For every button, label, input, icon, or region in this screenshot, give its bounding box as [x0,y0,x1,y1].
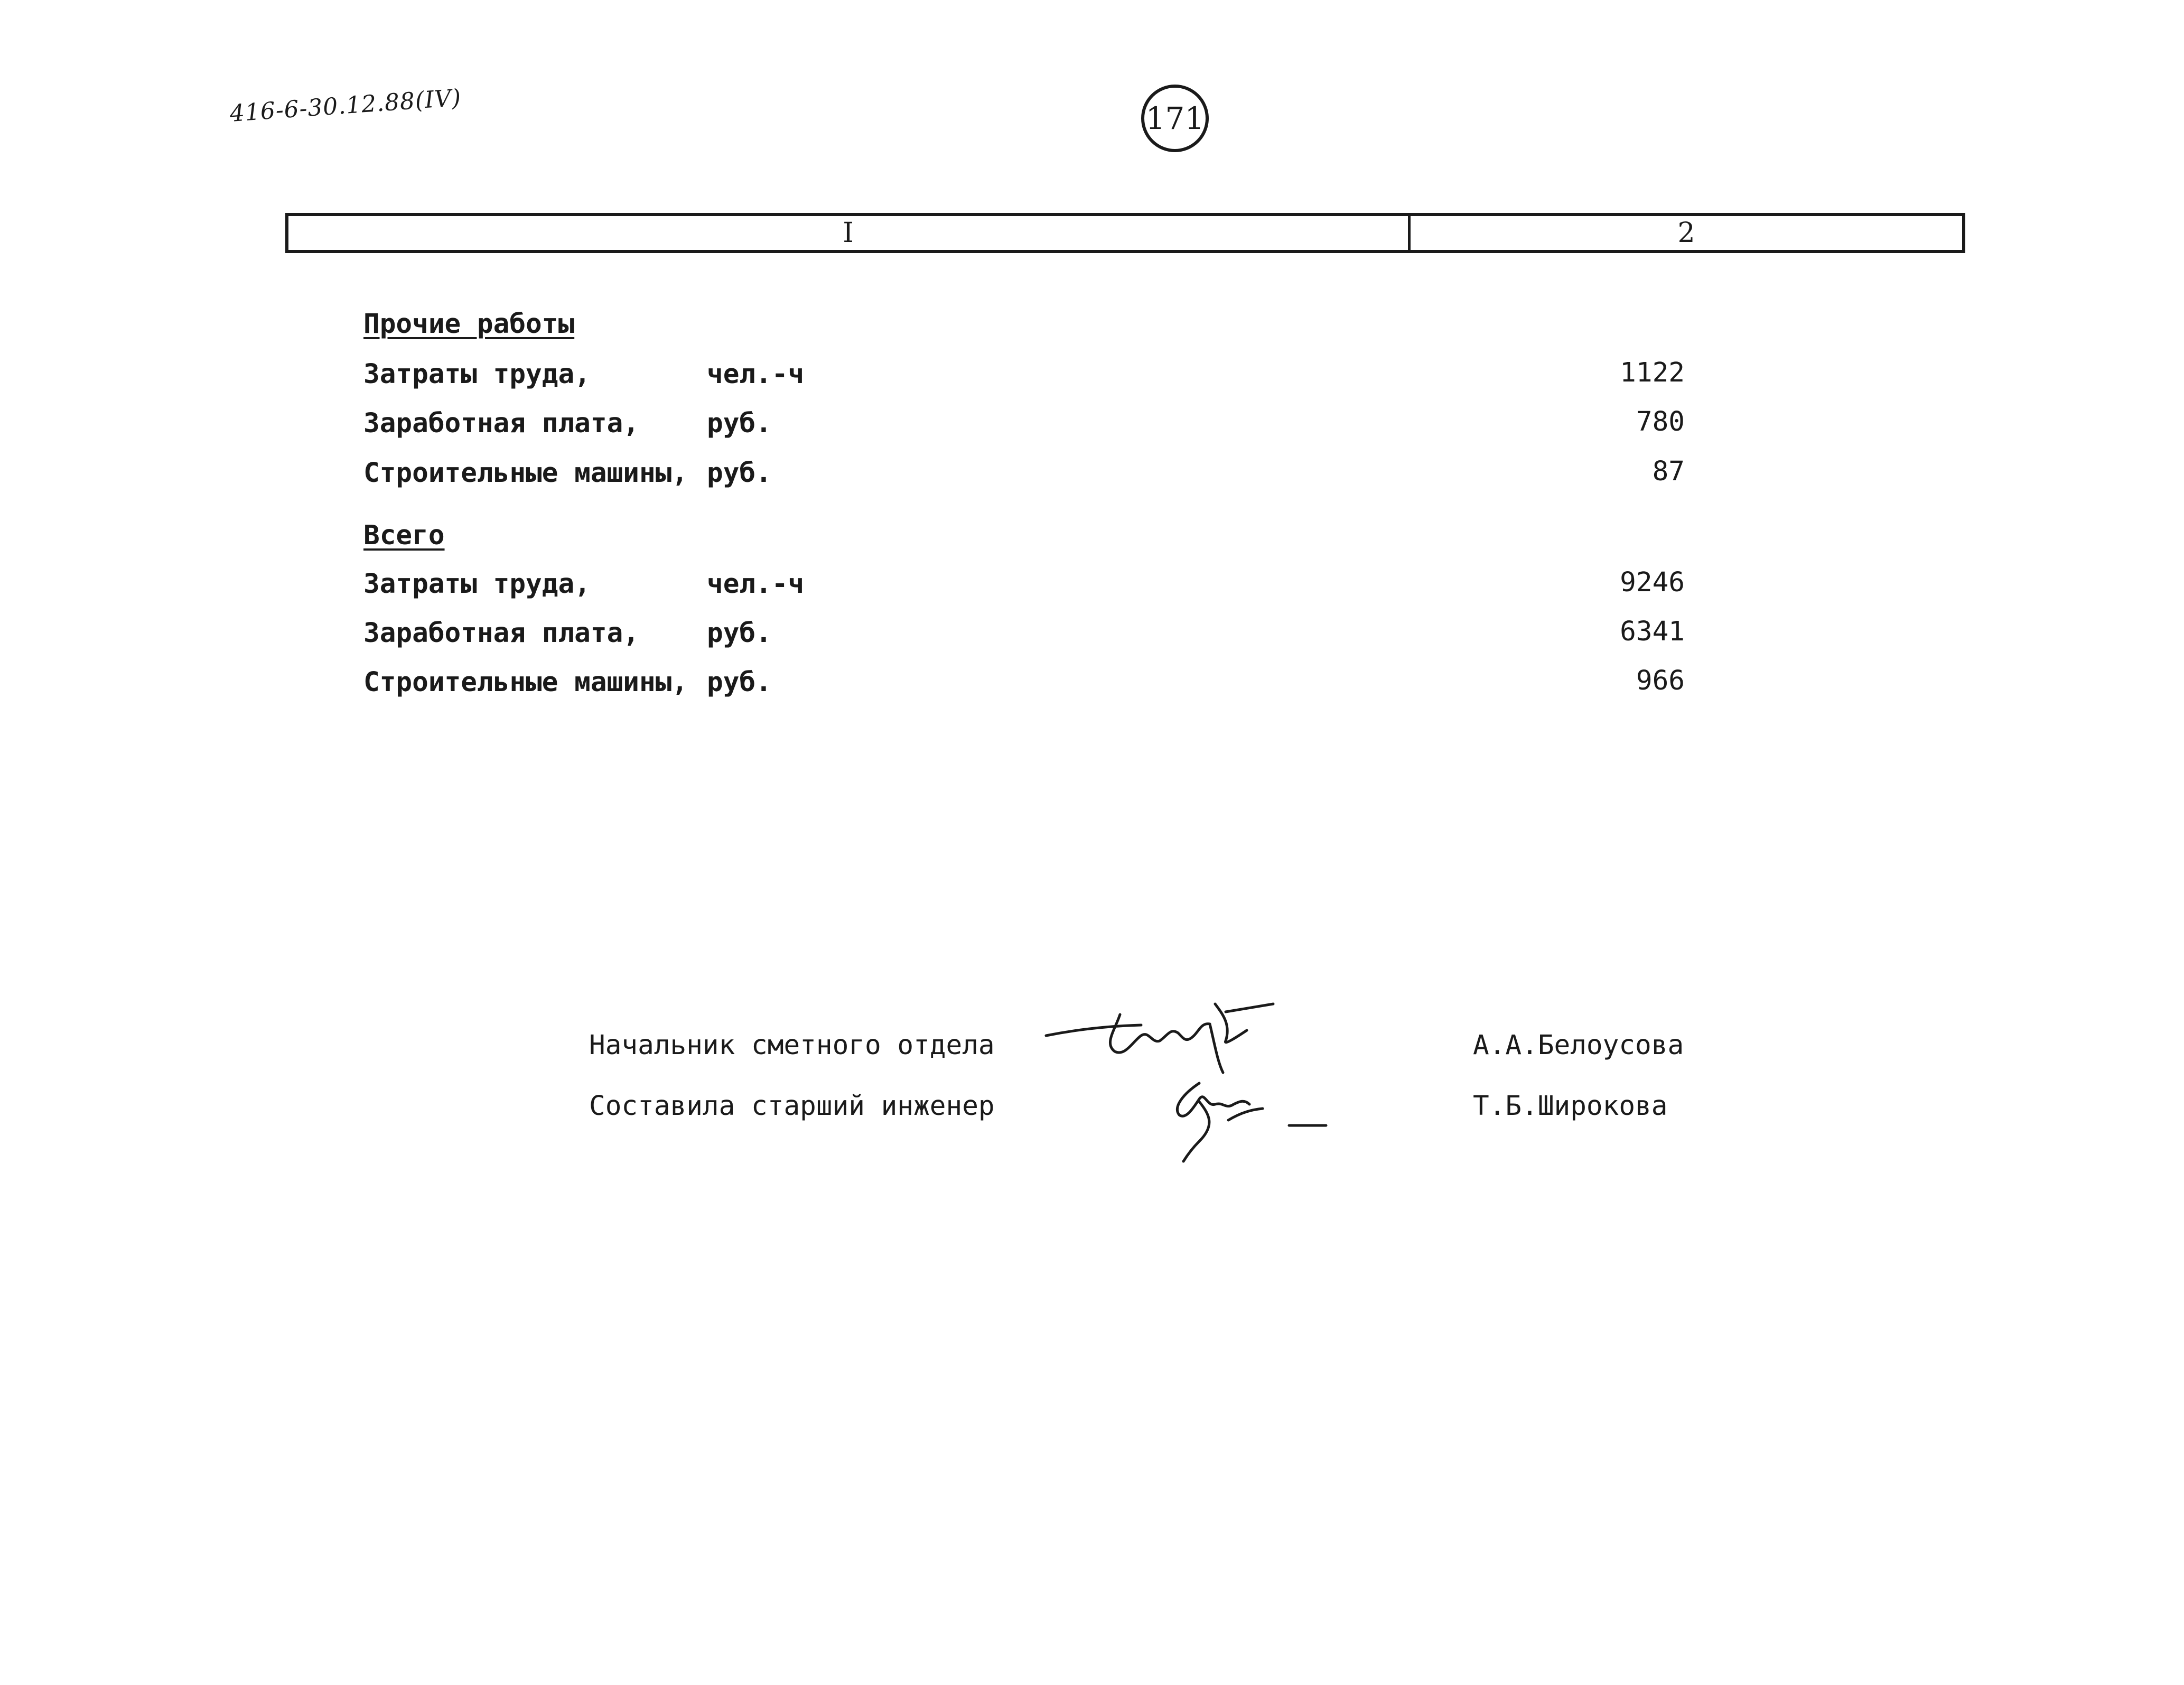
row-unit: руб. [707,667,772,698]
row-unit: чел.-ч [707,569,805,600]
document-code: 416-6-30.12.88(IV) [229,84,462,127]
signature-stroke [1210,1024,1223,1073]
signature-stroke [1228,1109,1263,1120]
row-label: Затраты труда, [363,359,591,390]
row-label: Заработная плата, [363,408,639,439]
row-unit: руб. [707,618,772,649]
signature-stroke [1226,1004,1273,1012]
column-header-table [285,213,1965,253]
page-number [1141,85,1209,152]
row-value: 9246 [1620,567,1685,598]
signature-stroke [1183,1102,1209,1161]
row-label: Заработная плата, [363,618,639,649]
row-unit: руб. [707,408,772,439]
row-value: 6341 [1620,616,1685,647]
signature-stroke [1177,1083,1249,1116]
row-unit: чел.-ч [707,359,805,390]
row-value: 1122 [1620,357,1685,388]
signature-role: Составила старший инженер [589,1091,995,1122]
row-value: 87 [1652,456,1685,487]
column-header-2: 2 [1677,217,1695,249]
section-heading: Всего [363,520,445,551]
row-label: Строительные машины, [363,667,688,698]
signature-stroke [1046,1025,1141,1036]
row-unit: руб. [707,458,772,489]
row-value: 780 [1636,406,1685,437]
page-number-text: 171 [1145,100,1205,136]
section-heading: Прочие работы [363,309,575,340]
handwritten-signatures-icon [1041,993,1347,1173]
signature-name: А.А.Белоусова [1473,1030,1684,1061]
row-label: Затраты труда, [363,569,591,600]
row-value: 966 [1636,665,1685,696]
signature-stroke [1110,1014,1210,1053]
signature-role: Начальник сметного отдела [589,1030,995,1061]
column-header-1: I [288,216,1411,250]
row-label: Строительные машины, [363,458,688,489]
signature-name: Т.Б.Широкова [1473,1091,1668,1122]
